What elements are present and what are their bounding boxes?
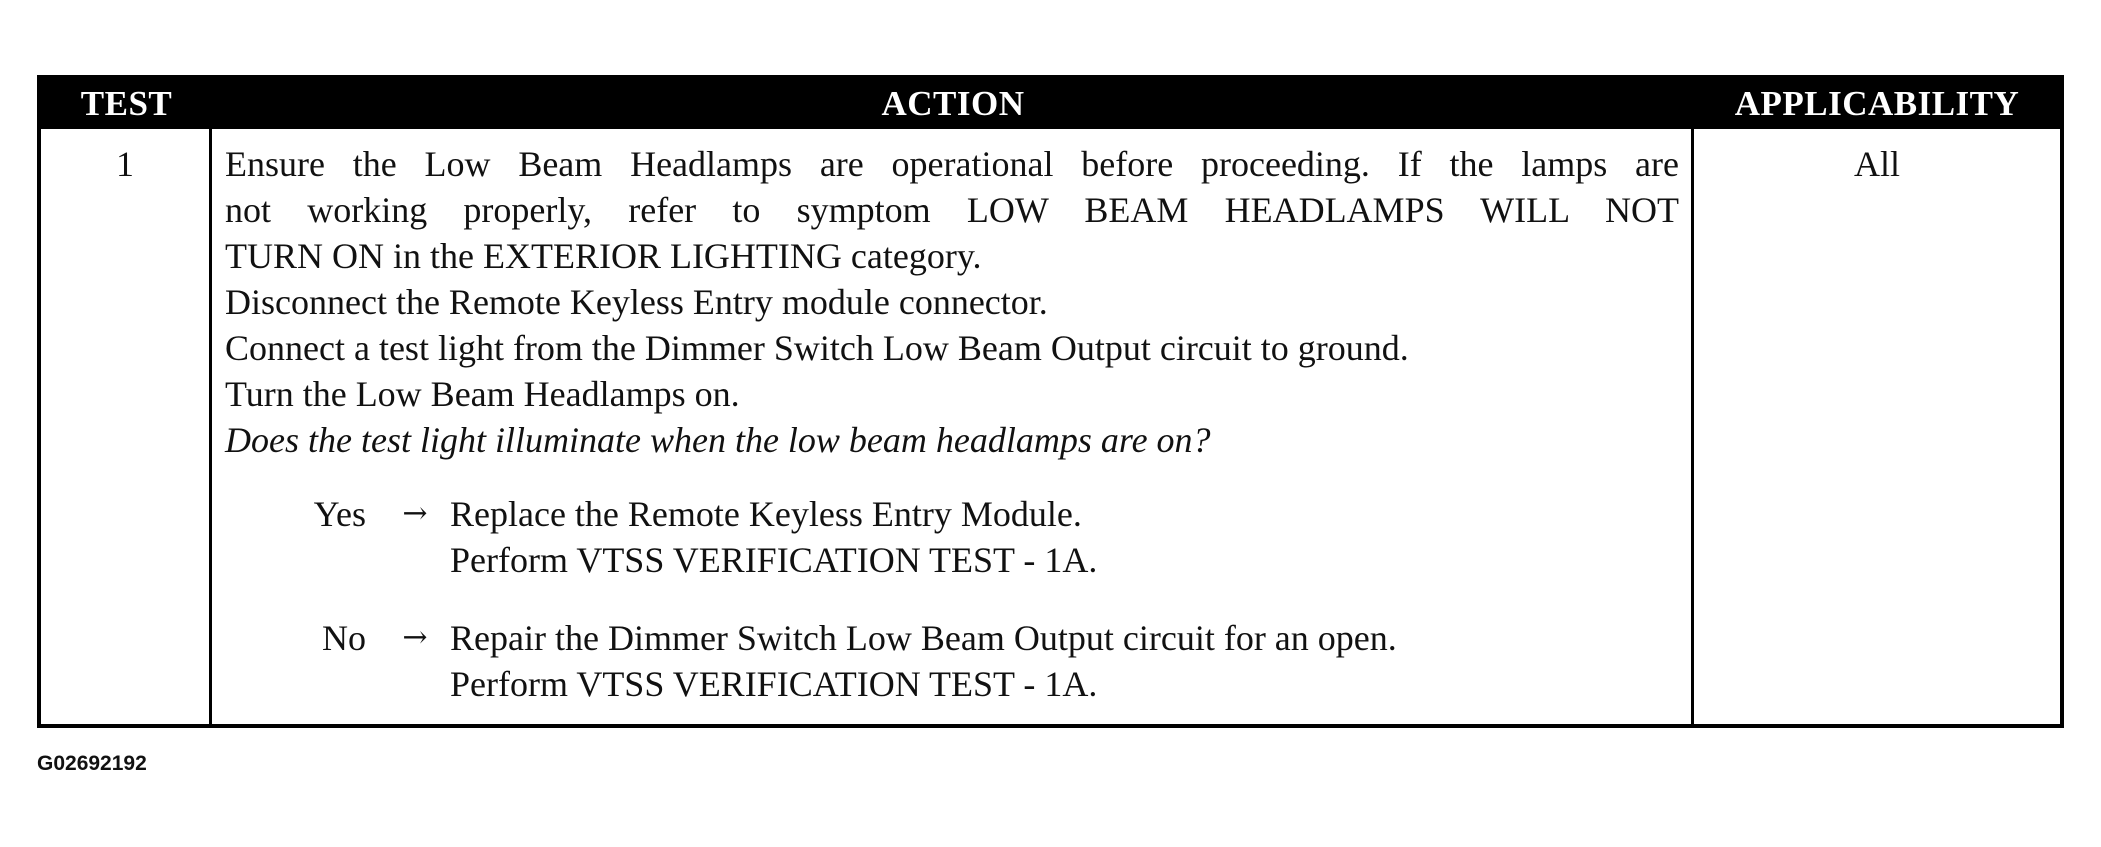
- result-line: Perform VTSS VERIFICATION TEST - 1A.: [450, 664, 1098, 704]
- action-line: Turn the Low Beam Headlamps on.: [225, 374, 740, 414]
- applicability-cell: [1694, 129, 2060, 724]
- applicability-value: All: [1853, 144, 1900, 184]
- figure-id: G02692192: [37, 752, 147, 775]
- result-no-label: No: [322, 618, 366, 658]
- result-line: Repair the Dimmer Switch Low Beam Output circuit for an open.: [450, 618, 1397, 658]
- action-line: Disconnect the Remote Keyless Entry module connector.: [225, 282, 1048, 322]
- result-yes: [225, 491, 1679, 583]
- right-arrow-icon: →: [402, 496, 428, 531]
- result-yes-label: Yes: [313, 494, 366, 534]
- action-line: Connect a test light from the Dimmer Switch Low Beam Output circuit to ground.: [225, 328, 1409, 368]
- test-number: 1: [116, 144, 134, 184]
- action-line: not working properly, refer to symptom LOW BEAM HEADLAMPS WILL NOT: [225, 190, 1679, 230]
- test-number-cell: [41, 129, 212, 724]
- result-line: Perform VTSS VERIFICATION TEST - 1A.: [450, 540, 1098, 580]
- test-question: Does the test light illuminate when the low beam headlamps are on?: [225, 420, 1211, 460]
- header-applicability: APPLICABILITY: [1694, 79, 2060, 129]
- action-line: TURN ON in the EXTERIOR LIGHTING category.: [225, 236, 982, 276]
- result-no: [225, 615, 1679, 707]
- right-arrow-icon: →: [402, 620, 428, 655]
- result-line: Replace the Remote Keyless Entry Module.: [450, 494, 1082, 534]
- result-yes-text: [450, 491, 1679, 583]
- result-no-text: [450, 615, 1679, 707]
- action-line: Ensure the Low Beam Headlamps are operational before proceeding. If the lamps are: [225, 144, 1679, 184]
- header-test: TEST: [41, 79, 212, 129]
- header-action: ACTION: [212, 79, 1694, 129]
- action-cell: [212, 129, 1694, 724]
- diagnostic-test-table: [37, 75, 2064, 728]
